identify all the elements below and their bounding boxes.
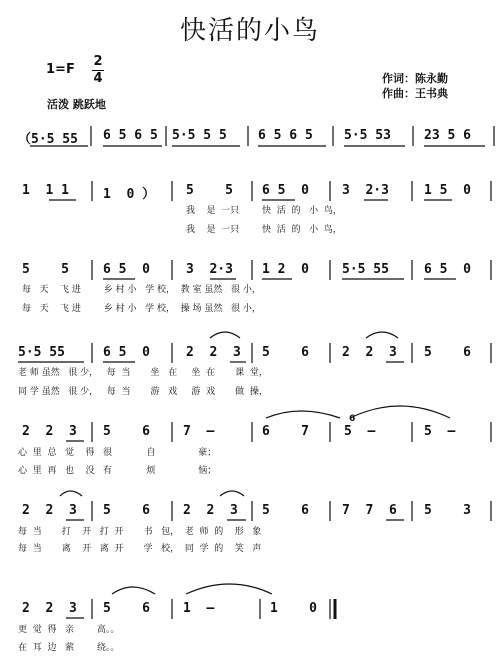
key-signature: 1=F	[46, 62, 75, 77]
measure: 6 5 0	[103, 345, 150, 360]
measure: 6 5 0	[262, 183, 309, 198]
measure: 5·5 53	[344, 128, 391, 143]
lyrics-verse-2: 在 耳 边 萦 绕。。	[18, 643, 120, 653]
measure: 7 –	[183, 424, 215, 439]
measure: 1 0	[270, 601, 317, 616]
measure: 5 6	[103, 503, 150, 518]
measure: 5 6	[262, 503, 309, 518]
measure: 5 –	[424, 424, 456, 439]
time-top: 2	[93, 54, 103, 69]
composer-credit: 作曲：王书典	[382, 87, 448, 100]
measure: 6 7	[262, 424, 309, 439]
measure: 3 2·3	[342, 183, 389, 198]
measure: 7 7 6	[342, 503, 397, 518]
measure: （5·5 55	[18, 132, 78, 147]
lyrics-verse-1: 老 师 虽然 很 少， 每 当 坐 在 坐 在 课 堂，	[18, 368, 268, 378]
measure: 5·5 55	[18, 345, 65, 360]
measure: 1 5 0	[424, 183, 471, 198]
measure: 1 –	[183, 601, 215, 616]
lyrics-verse-1: 我 是 一只 快 活 的 小 鸟，	[186, 206, 342, 216]
measure: 5 –	[344, 424, 376, 439]
measure: 2 2 3	[342, 345, 397, 360]
lyrics-verse-1: 每 天 飞 进 乡 村 小 学 校， 教 室 虽然 很 小，	[22, 285, 261, 295]
measure: 2 2 3	[22, 503, 77, 518]
measure: 5 5	[186, 183, 233, 198]
lyricist-credit: 作词：陈永勤	[382, 72, 448, 85]
grace-note: 6	[349, 414, 356, 424]
measure: 2 2 3	[183, 503, 238, 518]
lyrics-verse-2: 每 天 飞 进 乡 村 小 学 校， 操 场 虽然 很 小，	[22, 304, 261, 314]
measure: 1 0 ）	[103, 187, 156, 202]
lyrics-verse-2: 每 当 离 开 离 开 学 校， 同 学 的 笑 声	[18, 544, 262, 554]
tempo-marking: 活泼 跳跃地	[47, 98, 106, 111]
lyrics-verse-2: 同 学 虽然 很 少， 每 当 游 戏 游 戏 做 操，	[18, 387, 268, 397]
measure: 5 6	[262, 345, 309, 360]
measure: 6 5 0	[103, 262, 150, 277]
measure: 1 1 1	[22, 183, 69, 198]
measure: 2 2 3	[186, 345, 241, 360]
measure: 5 6	[103, 601, 150, 616]
measure: 5 6	[103, 424, 150, 439]
measure: 5 6	[424, 345, 471, 360]
measure: 23 5 6	[424, 128, 471, 143]
lyrics-verse-2: 心 里 再 也 没 有 烦 恼；	[18, 466, 217, 476]
lyrics-verse-2: 我 是 一只 快 活 的 小 鸟，	[186, 225, 342, 235]
measure: 6 5 6 5	[103, 128, 158, 143]
measure: 5·5 55	[342, 262, 389, 277]
measure: 5 5	[22, 262, 69, 277]
measure: 2 2 3	[22, 601, 77, 616]
measure: 6 5 0	[424, 262, 471, 277]
lyrics-verse-1: 心 里 总 觉 得 很 自 豪；	[18, 448, 217, 458]
measure: 5·5 5 5	[172, 128, 227, 143]
measure: 1 2 0	[262, 262, 309, 277]
measure: 5 3	[424, 503, 471, 518]
song-title: 快活的小鸟	[179, 16, 320, 46]
time-signature	[92, 55, 104, 86]
measure: 6 5 6 5	[258, 128, 313, 143]
measure: 3 2·3	[186, 262, 233, 277]
lyrics-verse-1: 更 觉 得 亲 高。。	[18, 625, 120, 635]
measure: 2 2 3	[22, 424, 77, 439]
lyrics-verse-1: 每 当 打 开 打 开 书 包， 老 师 的 形 象	[18, 527, 262, 537]
time-bottom: 4	[93, 71, 103, 86]
